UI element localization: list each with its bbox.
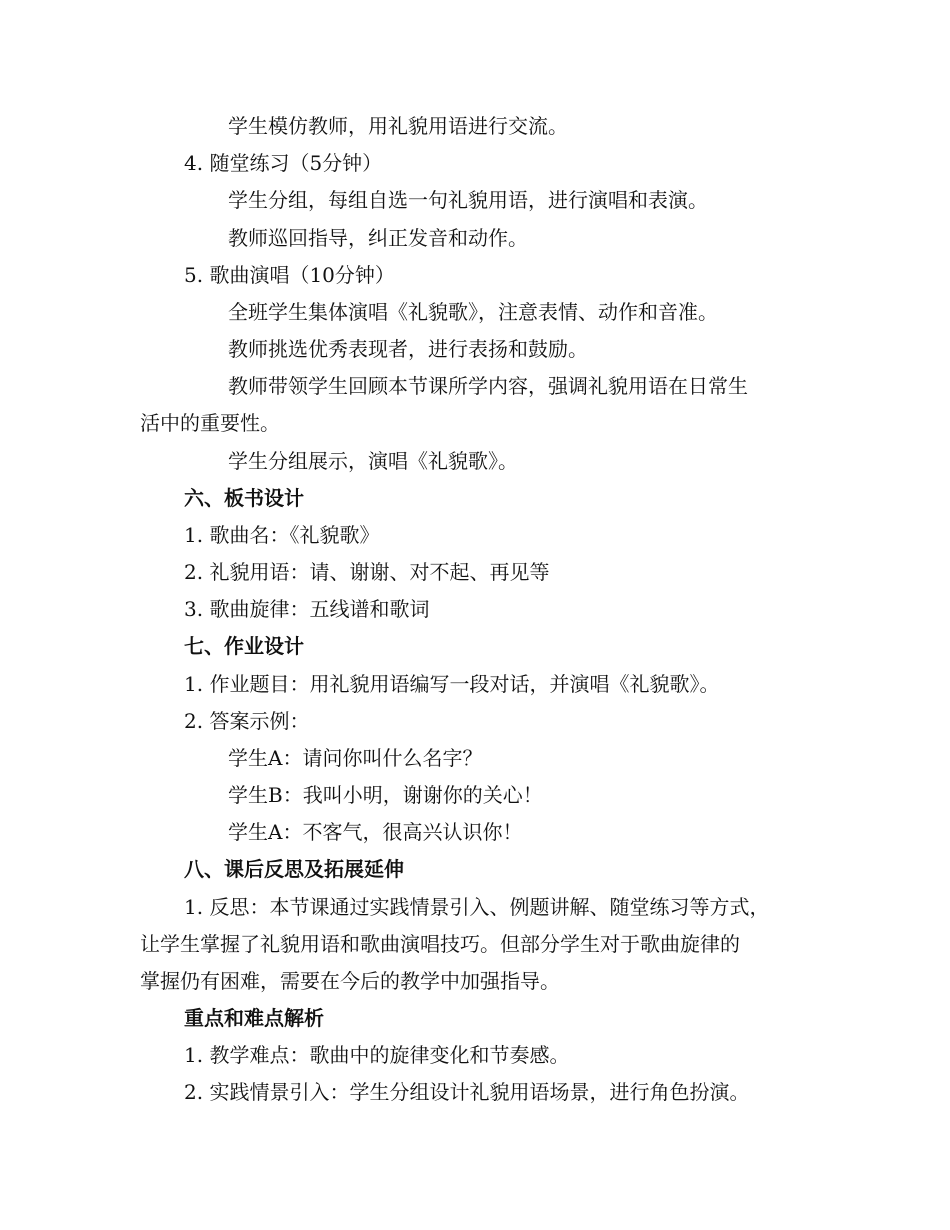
dialogue-line: 学生B：我叫小明，谢谢你的关心！ [228, 783, 543, 807]
section-heading: 重点和难点解析 [184, 1006, 324, 1030]
list-item: 2. 礼貌用语：请、谢谢、对不起、再见等 [184, 560, 550, 584]
list-item: 1. 教学难点：歌曲中的旋律变化和节奏感。 [184, 1043, 570, 1067]
paragraph-line: 活中的重要性。 [140, 411, 280, 435]
paragraph-line: 学生分组展示，演唱《礼貌歌》。 [228, 449, 518, 473]
paragraph-line: 学生模仿教师，用礼貌用语进行交流。 [228, 114, 568, 138]
paragraph-line: 学生分组，每组自选一句礼貌用语，进行演唱和表演。 [228, 188, 708, 212]
dialogue-line: 学生A：请问你叫什么名字？ [228, 746, 483, 770]
list-item: 5. 歌曲演唱（10分钟） [184, 263, 395, 287]
paragraph-line: 掌握仍有困难，需要在今后的教学中加强指导。 [140, 969, 560, 993]
list-item: 2. 实践情景引入：学生分组设计礼貌用语场景，进行角色扮演。 [184, 1080, 750, 1104]
paragraph-line: 1. 反思：本节课通过实践情景引入、例题讲解、随堂练习等方式， [184, 895, 770, 919]
dialogue-line: 学生A：不客气，很高兴认识你！ [228, 820, 523, 844]
list-item: 1. 歌曲名：《礼貌歌》 [184, 523, 380, 547]
list-item: 3. 歌曲旋律：五线谱和歌词 [184, 597, 430, 621]
list-item: 1. 作业题目：用礼貌用语编写一段对话，并演唱《礼貌歌》。 [184, 672, 720, 696]
paragraph-line: 教师挑选优秀表现者，进行表扬和鼓励。 [228, 337, 588, 361]
section-heading: 八、课后反思及拓展延伸 [184, 857, 404, 881]
list-item: 4. 随堂练习（5分钟） [184, 151, 383, 175]
list-item: 2. 答案示例： [184, 709, 310, 733]
paragraph-line: 教师带领学生回顾本节课所学内容，强调礼貌用语在日常生 [228, 374, 748, 398]
section-heading: 七、作业设计 [184, 634, 304, 658]
paragraph-line: 全班学生集体演唱《礼貌歌》，注意表情、动作和音准。 [228, 300, 718, 324]
section-heading: 六、板书设计 [184, 486, 304, 510]
paragraph-line: 让学生掌握了礼貌用语和歌曲演唱技巧。但部分学生对于歌曲旋律的 [140, 932, 740, 956]
paragraph-line: 教师巡回指导，纠正发音和动作。 [228, 226, 528, 250]
